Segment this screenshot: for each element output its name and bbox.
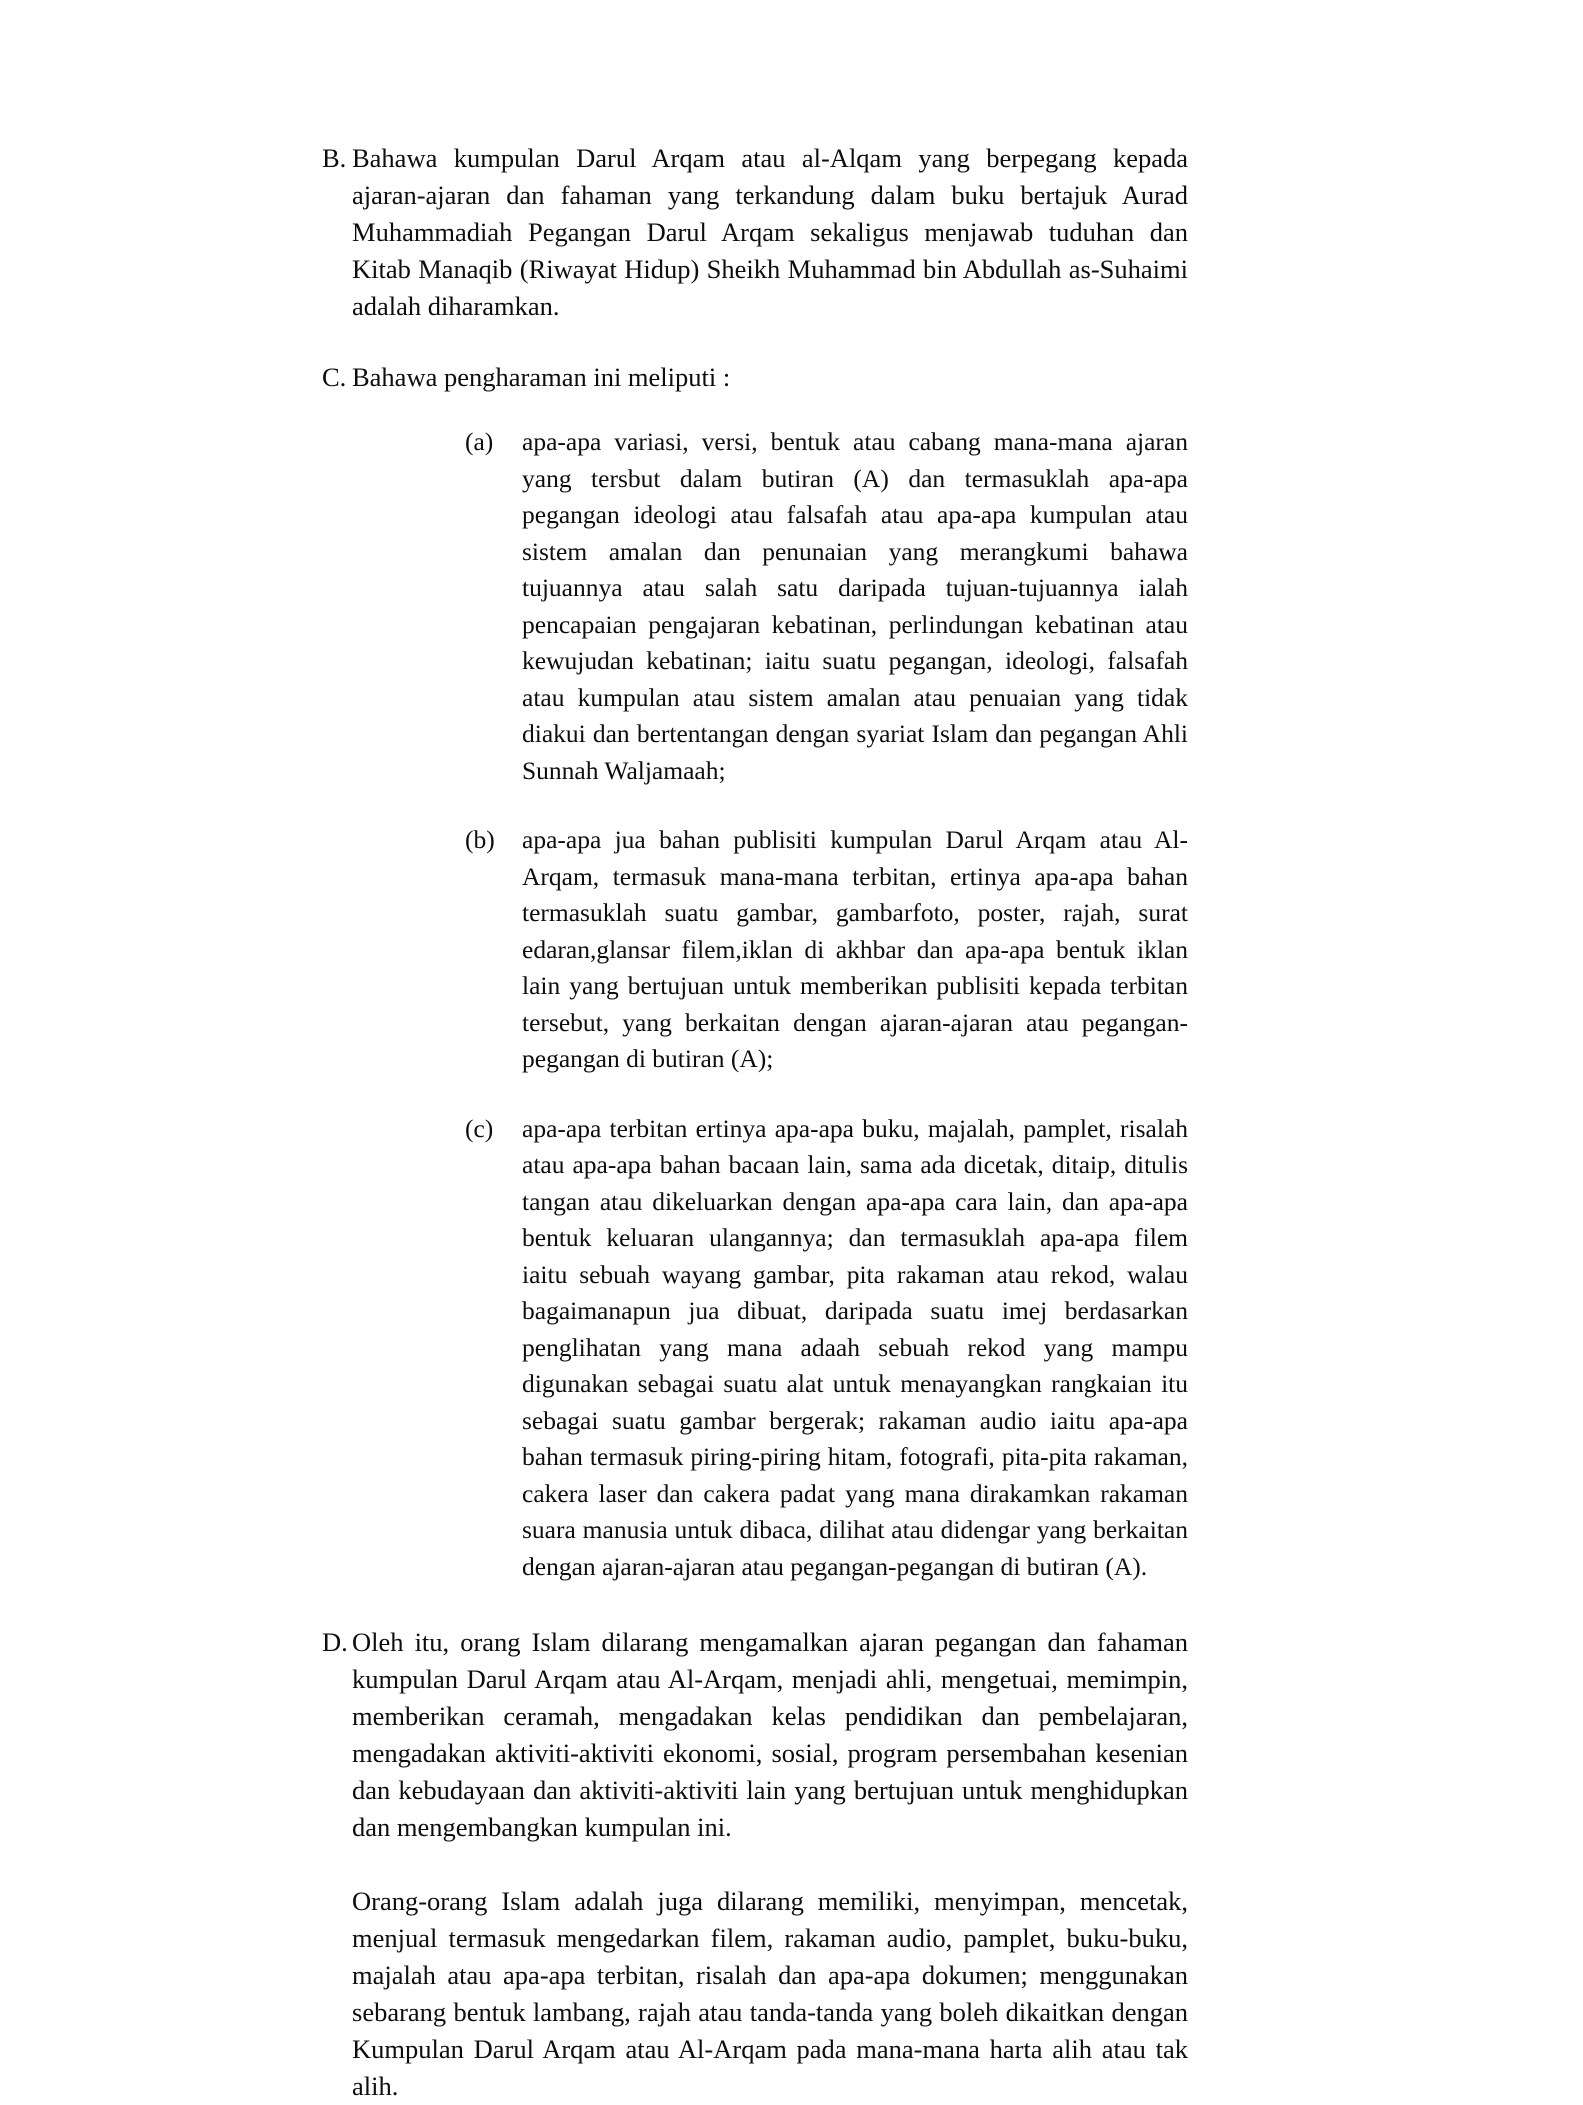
clause-d-paragraph-1: Oleh itu, orang Islam dilarang mengamalkan ajaran pegangan dan fahaman kumpulan Darul Arqam atau Al-Arqam, menjadi ahli, mengetuai, memimpin, memberikan ceramah, mengadakan kelas pendidikan dan pembelajaran, mengadakan aktiviti-aktiviti ekonomi, sosial, program persembahan kesenian dan kebudayaan dan aktiviti-aktiviti lain yang bertujuan untuk menghidupkan dan mengembangkan kumpulan ini. [352, 1627, 1188, 1842]
sublist-item-b-marker: (b) [465, 825, 495, 854]
clause-d-body [352, 1624, 1188, 2105]
sublist-item-b-body [522, 822, 1188, 1078]
sublist-item-c-text: apa-apa terbitan ertinya apa-apa buku, majalah, pamplet, risalah atau apa-apa bahan bacaan lain, sama ada dicetak, ditaip, ditulis tangan atau dikeluarkan dengan apa-apa cara lain, dan apa-apa bentuk keluaran ulangannya; dan termasuklah apa-apa filem iaitu sebuah wayang gambar, pita rakaman atau rekod, walau bagaimanapun jua dibuat, daripada suatu imej berdasarkan penglihatan yang mana adaah sebuah rekod yang mampu digunakan sebagai suatu alat untuk menayangkan rangkaian itu sebagai suatu gambar bergerak; rakaman audio iaitu apa-apa bahan termasuk piring-piring hitam, fotografi, pita-pita rakaman, cakera laser dan cakera padat yang mana dirakamkan rakaman suara manusia untuk dibaca, dilihat atau didengar yang berkaitan dengan ajaran-ajaran atau pegangan-pegangan di butiran (A). [522, 1113, 1188, 1581]
clause-b-marker: B. [322, 143, 347, 173]
document-body [322, 140, 1188, 2105]
clause-b-paragraph-1: Bahawa kumpulan Darul Arqam atau al-Alqam yang berpegang kepada ajaran-ajaran dan fahaman yang terkandung dalam buku bertajuk Aurad Muhammadiah Pegangan Darul Arqam sekaligus menjawab tuduhan dan Kitab Manaqib (Riwayat Hidup) Sheikh Muhammad bin Abdullah as-Suhaimi adalah diharamkan. [352, 143, 1188, 321]
sublist-item-a-text: apa-apa variasi, versi, bentuk atau cabang mana-mana ajaran yang tersbut dalam butiran (A) dan termasuklah apa-apa pegangan ideologi atau falsafah atau apa-apa kumpulan atau sistem amalan dan penunaian yang merangkumi bahawa tujuannya atau salah satu daripada tujuan-tujuannya ialah pencapaian pengajaran kebatinan, perlindungan kebatinan atau kewujudan kebatinan; iaitu suatu pegangan, ideologi, falsafah atau kumpulan atau sistem amalan atau penuaian yang tidak diakui dan bertentangan dengan syariat Islam dan pegangan Ahli Sunnah Waljamaah; [522, 427, 1188, 785]
clause-d-marker: D. [322, 1627, 348, 1657]
sublist-item-b [465, 822, 1188, 1078]
clause-c-body [352, 359, 1188, 396]
clause-c-paragraph-1: Bahawa pengharaman ini meliputi : [352, 362, 731, 392]
clause-c-sublist [465, 424, 1188, 1585]
sublist-item-c [465, 1111, 1188, 1586]
clause-c [322, 359, 1188, 396]
sublist-item-a [465, 424, 1188, 789]
clause-c-marker: C. [322, 362, 347, 392]
sublist-item-a-marker: (a) [465, 427, 494, 456]
clause-d-paragraph-2: Orang-orang Islam adalah juga dilarang memiliki, menyimpan, mencetak, menjual termasuk mengedarkan filem, rakaman audio, pamplet, buku-buku, majalah atau apa-apa terbitan, risalah dan apa-apa dokumen; menggunakan sebarang bentuk lambang, rajah atau tanda-tanda yang boleh dikaitkan dengan Kumpulan Darul Arqam atau Al-Arqam pada mana-mana harta alih atau tak alih. [352, 1886, 1188, 2101]
clause-b [322, 140, 1188, 325]
clause-b-body [352, 140, 1188, 325]
clause-d [322, 1624, 1188, 2105]
sublist-item-b-text: apa-apa jua bahan publisiti kumpulan Darul Arqam atau Al-Arqam, termasuk mana-mana terbitan, ertinya apa-apa bahan termasuklah suatu gambar, gambarfoto, poster, rajah, surat edaran,glansar filem,iklan di akhbar dan apa-apa bentuk iklan lain yang bertujuan untuk memberikan publisiti kepada terbitan tersebut, yang berkaitan dengan ajaran-ajaran atau pegangan-pegangan di butiran (A); [522, 825, 1188, 1073]
sublist-item-c-body [522, 1111, 1188, 1586]
sublist-item-a-body [522, 424, 1188, 789]
sublist-item-c-marker: (c) [465, 1113, 494, 1143]
